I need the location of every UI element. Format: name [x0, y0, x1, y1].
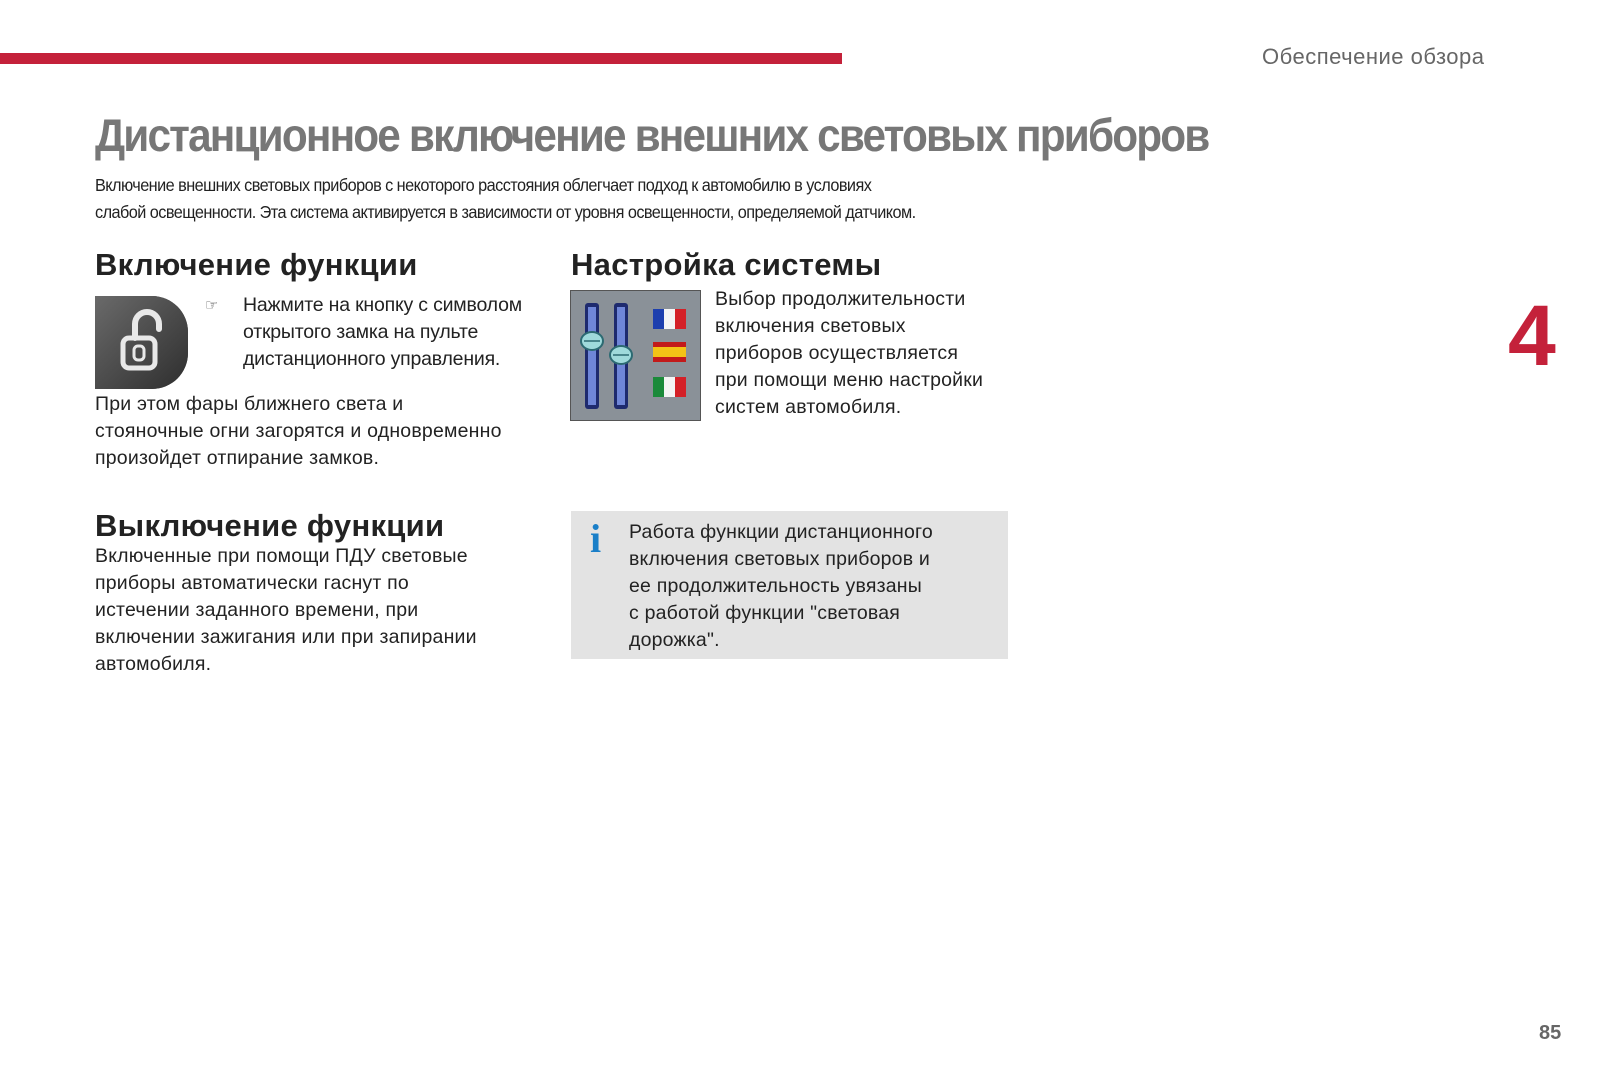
disable-heading: Выключение функции — [95, 508, 445, 543]
info-icon: i — [590, 516, 602, 561]
text-line: с работой функции "световая — [629, 602, 901, 624]
text-line: Включенные при помощи ПДУ световые — [95, 545, 468, 567]
intro-line: Включение внешних световых приборов с некоторого расстояния облегчает подход к автомобилю в условиях — [95, 175, 872, 195]
text-line: открытого замка на пульте — [243, 321, 479, 343]
header-accent-bar — [0, 53, 842, 64]
unlock-key-icon — [95, 296, 188, 389]
page-number: 85 — [1539, 1022, 1562, 1044]
settings-heading: Настройка системы — [571, 247, 882, 282]
text-line: приборов осуществляется — [715, 342, 959, 364]
intro-line: слабой освещенности. Эта система активируется в зависимости от уровня освещенности, определяемой датчиком. — [95, 202, 916, 222]
text-line: ее продолжительность увязаны — [629, 575, 922, 597]
text-line: включения световых — [715, 315, 906, 337]
text-line: включения световых приборов и — [629, 548, 930, 570]
text-line: дорожка". — [629, 629, 720, 651]
settings-text — [715, 286, 983, 421]
page-title: Дистанционное включение внешних световых приборов — [95, 109, 1209, 161]
text-line: автомобиля. — [95, 653, 212, 675]
intro-paragraph — [95, 172, 1025, 226]
pointing-hand-icon: ☞ — [205, 297, 219, 314]
text-line: Выбор продолжительности — [715, 288, 966, 310]
text-line: стояночные огни загорятся и одновременно — [95, 420, 502, 442]
text-line: При этом фары ближнего света и — [95, 393, 404, 415]
text-line: дистанционного управления. — [243, 348, 501, 370]
enable-step-text — [243, 292, 522, 373]
text-line: Работа функции дистанционного — [629, 521, 933, 543]
text-line: систем автомобиля. — [715, 396, 902, 418]
settings-menu-icon — [570, 290, 701, 421]
text-line: истечении заданного времени, при — [95, 599, 419, 621]
text-line: Нажмите на кнопку с символом — [243, 294, 522, 316]
enable-heading: Включение функции — [95, 247, 418, 282]
enable-result-text — [95, 391, 502, 472]
text-line: произойдет отпирание замков. — [95, 447, 380, 469]
text-line: при помощи меню настройки — [715, 369, 984, 391]
info-text — [629, 519, 933, 654]
info-note-box — [571, 511, 1008, 659]
disable-text — [95, 543, 477, 678]
text-line: приборы автоматически гаснут по — [95, 572, 409, 594]
chapter-number: 4 — [1508, 288, 1556, 384]
text-line: включении зажигания или при запирании — [95, 626, 477, 648]
section-header: Обеспечение обзора — [1262, 44, 1485, 69]
